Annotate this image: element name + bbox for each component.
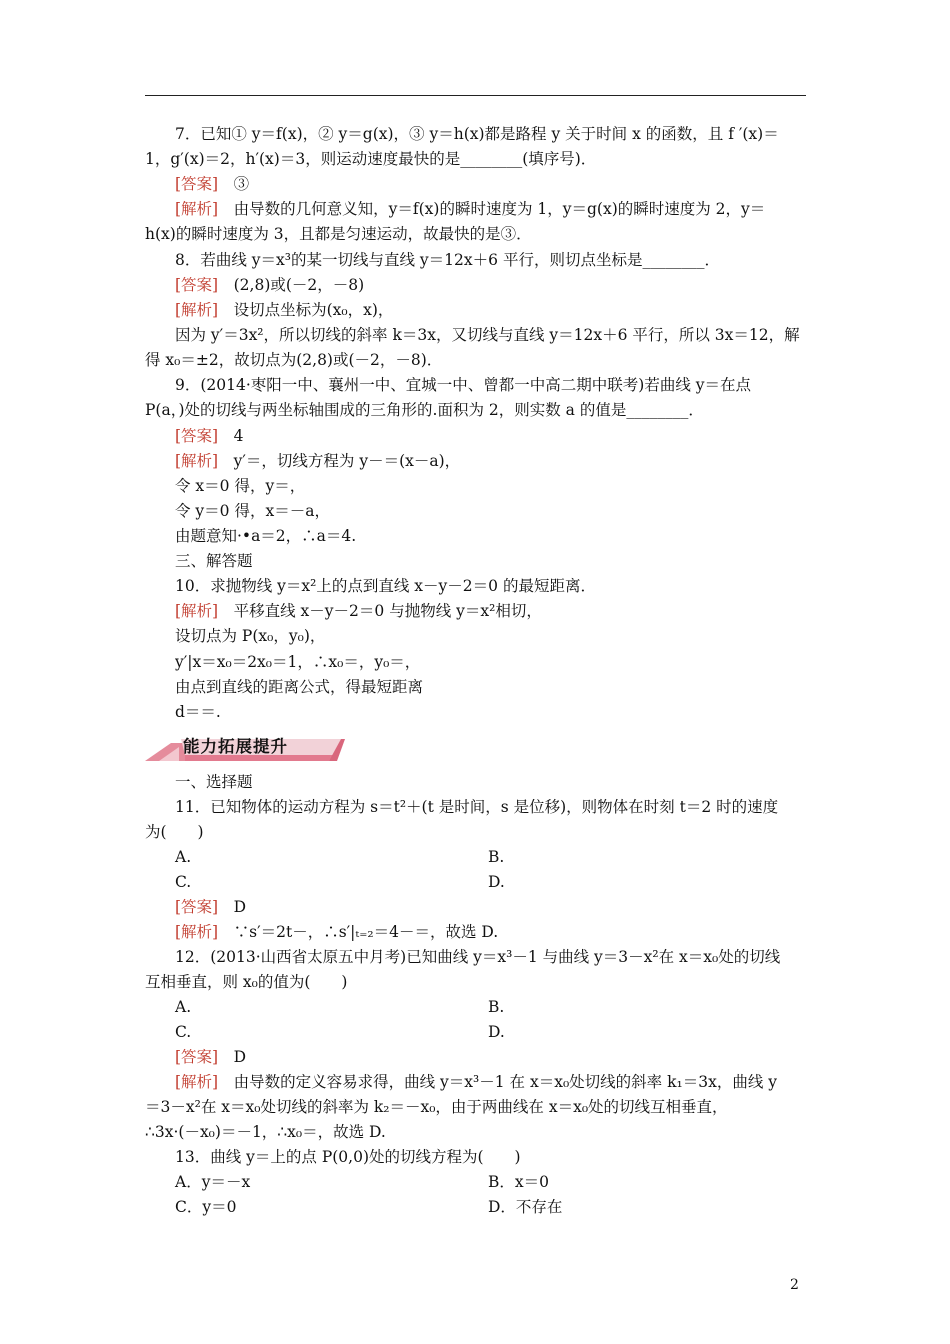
answer-tag: [答案]: [175, 898, 219, 916]
analysis-tag: [解析]: [175, 200, 219, 218]
page-number: 2: [790, 1277, 799, 1293]
q7-line1: 7．已知① y＝f(x)，② y＝g(x)，③ y＝h(x)都是路程 y 关于时间 x 的函数，且 f ′(x)＝: [175, 125, 779, 143]
q9-step1: 令 x＝0 得，y＝，: [175, 477, 306, 495]
answer-text: D: [233, 1048, 247, 1066]
q10-step3: 由点到直线的距离公式，得最短距离: [175, 678, 424, 696]
q8-analysis: [175, 300, 806, 320]
q7-analysis: [175, 199, 806, 219]
q11-line1: 11．已知物体的运动方程为 s＝t²＋(t 是时间，s 是位移)，则物体在时刻 t＝2 时的速度: [175, 798, 779, 816]
q13-option-a: A．y＝－x: [175, 1173, 251, 1191]
analysis-text: 由导数的定义容易求得，曲线 y＝x³－1 在 x＝x₀处切线的斜率 k₁＝3x，曲线 y: [233, 1073, 777, 1091]
q12-analysis-line3: ∴3x·(－x₀)＝－1，∴x₀＝，故选 D.: [145, 1123, 386, 1141]
q9-answer: [175, 426, 806, 446]
answer-text: ③: [233, 175, 250, 193]
analysis-text: 设切点坐标为(x₀，x)，: [233, 301, 394, 319]
q12-analysis: [175, 1072, 806, 1092]
q9-analysis: [175, 451, 806, 471]
q8-line1: 8．若曲线 y＝x³的某一切线与直线 y＝12x＋6 平行，则切点坐标是________．: [175, 251, 720, 269]
answer-text: 4: [233, 427, 244, 445]
analysis-tag: [解析]: [175, 301, 219, 319]
analysis-text: y′＝，切线方程为 y－＝(x－a)，: [233, 452, 461, 470]
q7-analysis-cont: h(x)的瞬时速度为 3，且都是匀速运动，故最快的是③．: [145, 225, 532, 243]
q10-line1: 10．求抛物线 y＝x²上的点到直线 x－y－2＝0 的最短距离．: [175, 577, 596, 595]
q11-option-d: D.: [488, 873, 505, 891]
q12-line2: 互相垂直，则 x₀的值为( ): [145, 973, 348, 991]
q9-line2: P(a，)处的切线与两坐标轴围成的三角形的.面积为 2，则实数 a 的值是________．: [145, 401, 704, 419]
q12-option-b: B.: [488, 998, 505, 1016]
analysis-text: 平移直线 x－y－2＝0 与抛物线 y＝x²相切，: [233, 602, 542, 620]
q9-step2: 令 y＝0 得，x＝－a，: [175, 502, 330, 520]
q12-analysis-line2: ＝3－x²在 x＝x₀处切线的斜率为 k₂＝－x₀，由于两曲线在 x＝x₀处的切线互相垂直，: [145, 1098, 728, 1116]
answer-tag: [答案]: [175, 276, 219, 294]
answer-tag: [答案]: [175, 427, 219, 445]
section-heading-choice: 一、选择题: [175, 773, 253, 791]
q13-option-c: C．y＝0: [175, 1198, 237, 1216]
q7-line2: 1，g′(x)＝2，h′(x)＝3，则运动速度最快的是________(填序号)．: [145, 150, 597, 168]
q9-line1: 9．(2014·枣阳一中、襄州一中、宜城一中、曾都一中高二期中联考)若曲线 y＝在点: [175, 376, 752, 394]
analysis-text: 由导数的几何意义知，y＝f(x)的瞬时速度为 1，y＝g(x)的瞬时速度为 2，y＝: [233, 200, 766, 218]
q8-analysis-line3: 得 x₀＝±2，故切点为(2,8)或(－2，－8)．: [145, 351, 443, 369]
q7-answer: [175, 174, 806, 194]
q10-step4: d＝＝.: [175, 703, 221, 721]
q13-option-b: B．x＝0: [488, 1173, 549, 1191]
q11-analysis: [175, 922, 806, 942]
q12-option-d: D.: [488, 1023, 505, 1041]
analysis-text: ∵s′＝2t－，∴s′|ₜ₌₂＝4－＝，故选 D.: [233, 923, 499, 941]
q12-option-a: A.: [175, 998, 192, 1016]
section-banner-title: 能力拓展提升: [183, 737, 288, 756]
q8-answer: [175, 275, 806, 295]
q11-answer: [175, 897, 806, 917]
q11-option-a: A.: [175, 848, 192, 866]
analysis-tag: [解析]: [175, 923, 219, 941]
answer-tag: [答案]: [175, 1048, 219, 1066]
analysis-tag: [解析]: [175, 1073, 219, 1091]
q10-analysis: [175, 601, 806, 621]
analysis-tag: [解析]: [175, 602, 219, 620]
header-rule: [145, 95, 806, 96]
q13-line1: 13．曲线 y＝上的点 P(0,0)处的切线方程为( ): [175, 1148, 521, 1166]
answer-text: (2,8)或(－2，－8): [233, 276, 365, 294]
q10-step1: 设切点为 P(x₀，y₀)，: [175, 627, 326, 645]
q10-step2: y′|x＝x₀＝2x₀＝1，∴x₀＝，y₀＝，: [175, 653, 421, 671]
q12-option-c: C.: [175, 1023, 192, 1041]
section-heading-answers: 三、解答题: [175, 552, 253, 570]
q11-line2: 为( ): [145, 823, 204, 841]
answer-tag: [答案]: [175, 175, 219, 193]
q11-option-b: B.: [488, 848, 505, 866]
q12-answer: [175, 1047, 806, 1067]
answer-text: D: [233, 898, 247, 916]
q9-step3: 由题意知·•a＝2，∴a＝4.: [175, 527, 357, 545]
analysis-tag: [解析]: [175, 452, 219, 470]
q8-analysis-line2: 因为 y′＝3x²，所以切线的斜率 k＝3x，又切线与直线 y＝12x＋6 平行，所以 3x＝12，解: [175, 326, 800, 344]
q11-option-c: C.: [175, 873, 192, 891]
q13-option-d: D．不存在: [488, 1198, 563, 1216]
q12-line1: 12．(2013·山西省太原五中月考)已知曲线 y＝x³－1 与曲线 y＝3－x²在 x＝x₀处的切线: [175, 948, 781, 966]
